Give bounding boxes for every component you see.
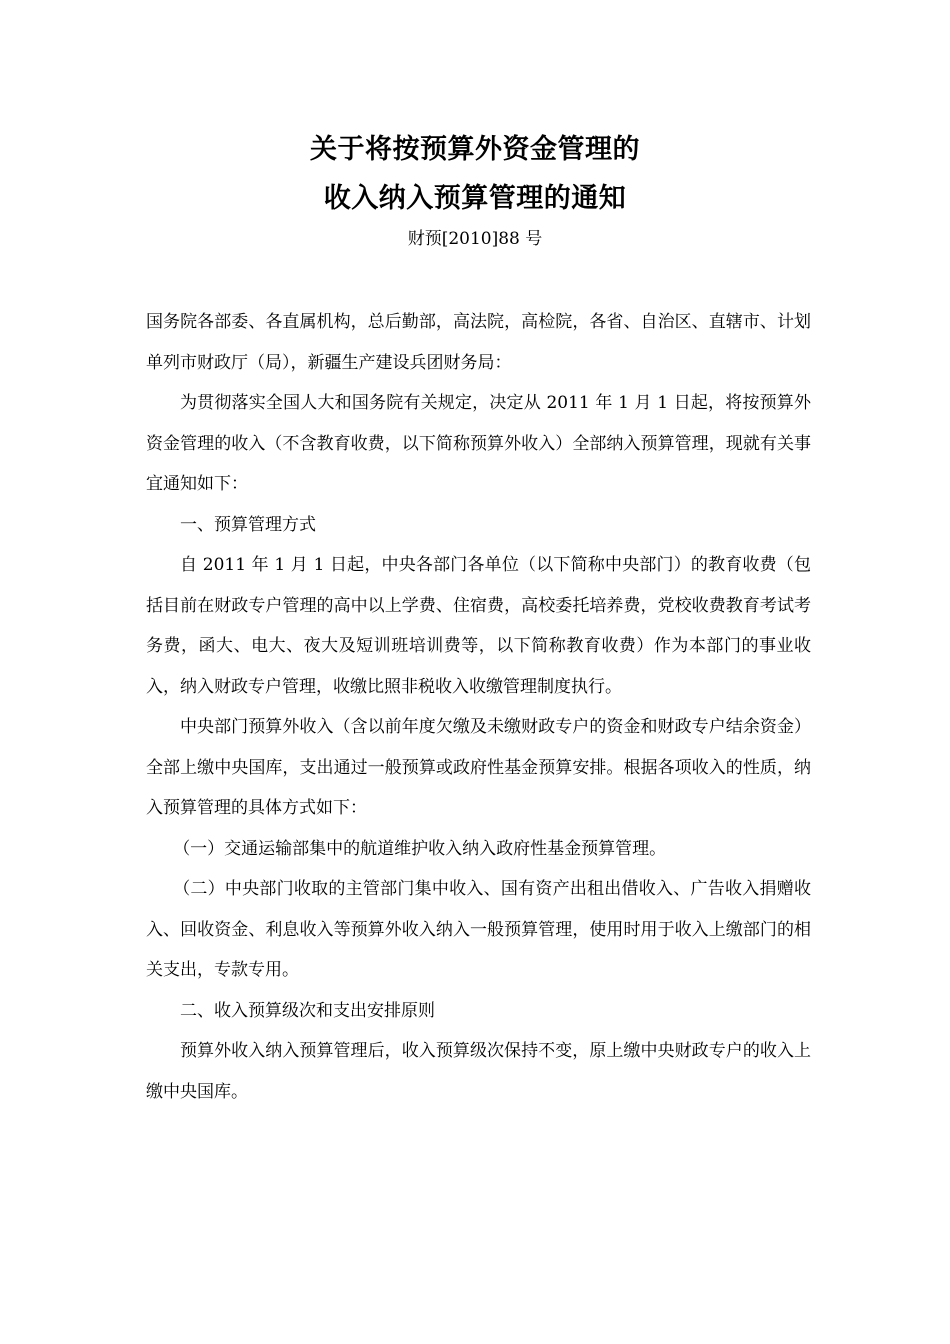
list-item-2: （二）中央部门收取的主管部门集中收入、国有资产出租出借收入、广告收入捐赠收入、回收资金、利息收入等预算外收入纳入一般预算管理，使用时用于收入上缴部门的相关支出，专款专用。	[146, 879, 811, 980]
document-title-line-1: 关于将按预算外资金管理的	[310, 134, 640, 165]
list-item-1: （一）交通运输部集中的航道维护收入纳入政府性基金预算管理。	[173, 838, 667, 859]
intro-paragraph: 为贯彻落实全国人大和国务院有关规定，决定从 2011 年 1 月 1 日起，将按预算外资金管理的收入（不含教育收费，以下简称预算外收入）全部纳入预算管理，现就有关事宜通知如下：	[146, 393, 811, 494]
addressee-paragraph: 国务院各部委、各直属机构，总后勤部，高法院，高检院，各省、自治区、直辖市、计划单列市财政厅（局），新疆生产建设兵团财务局：	[146, 312, 811, 373]
document-title-line-2: 收入纳入预算管理的通知	[323, 183, 627, 214]
body-paragraph: 中央部门预算外收入（含以前年度欠缴及未缴财政专户的资金和财政专户结余资金）全部上缴中央国库，支出通过一般预算或政府性基金预算安排。根据各项收入的性质，纳入预算管理的具体方式如下：	[146, 717, 811, 818]
section-heading-2: 二、收入预算级次和支出安排原则	[180, 1000, 435, 1021]
section-heading-1: 一、预算管理方式	[180, 514, 316, 535]
document-number: 财预[2010]88 号	[407, 229, 543, 249]
body-paragraph: 自 2011 年 1 月 1 日起，中央各部门各单位（以下简称中央部门）的教育收费（包括目前在财政专户管理的高中以上学费、住宿费，高校委托培养费，党校收费教育考试考务费，函大、电大、夜大及短训班培训费等，以下简称教育收费）作为本部门的事业收入，纳入财政专户管理，收缴比照非税收入收缴管理制度执行。	[146, 555, 811, 697]
body-paragraph: 预算外收入纳入预算管理后，收入预算级次保持不变，原上缴中央财政专户的收入上缴中央国库。	[146, 1041, 811, 1102]
document-body	[146, 302, 811, 1112]
